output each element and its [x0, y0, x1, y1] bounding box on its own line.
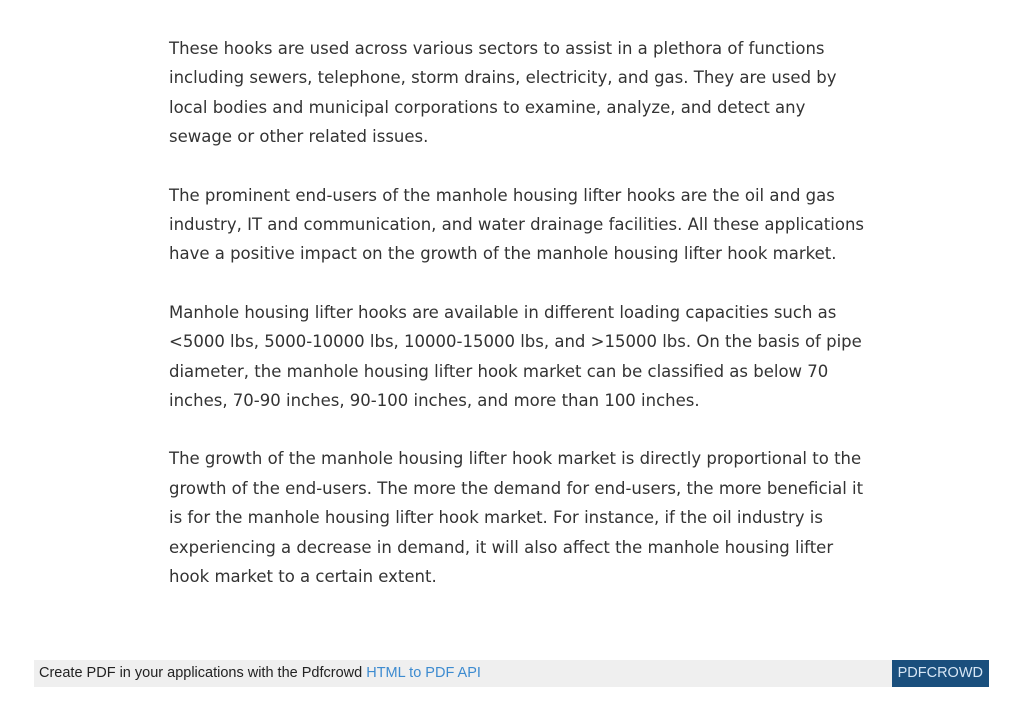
footer-prefix-text: Create PDF in your applications with the Pdfcrowd — [39, 665, 367, 681]
pdfcrowd-footer-bar — [34, 660, 989, 687]
article-paragraph-3: Manhole housing lifter hooks are available in different loading capacities such as <5000 lbs, 5000-10000 lbs, 10000-15000 lbs, and >15000 lbs. On the basis of pipe diameter, the manhole housing lifter hook market can be classified as below 70 inches, 70-90 inches, 90-100 inches, and more than 100 inches. — [169, 302, 862, 411]
article-paragraph-1: These hooks are used across various sectors to assist in a plethora of functions including sewers, telephone, storm drains, electricity, and gas. They are used by local bodies and municipal corporations to examine, analyze, and detect any sewage or other related issues. — [169, 39, 837, 147]
article-paragraph-2: The prominent end-users of the manhole housing lifter hooks are the oil and gas industry, IT and communication, and water drainage facilities. All these applications have a positive impact on the growth of the manhole housing lifter hook market. — [169, 185, 864, 264]
footer-text — [39, 660, 481, 687]
article-body — [169, 34, 869, 621]
pdfcrowd-brand-link[interactable]: PDFCROWD — [892, 660, 989, 687]
html-to-pdf-api-link[interactable]: HTML to PDF API — [366, 665, 481, 681]
article-paragraph-4: The growth of the manhole housing lifter hook market is directly proportional to the growth of the end-users. The more the demand for end-users, the more beneficial it is for the manhole housing lifter hook market. For instance, if the oil industry is experiencing a decrease in demand, it will also affect the manhole housing lifter hook market to a certain extent. — [169, 449, 864, 587]
